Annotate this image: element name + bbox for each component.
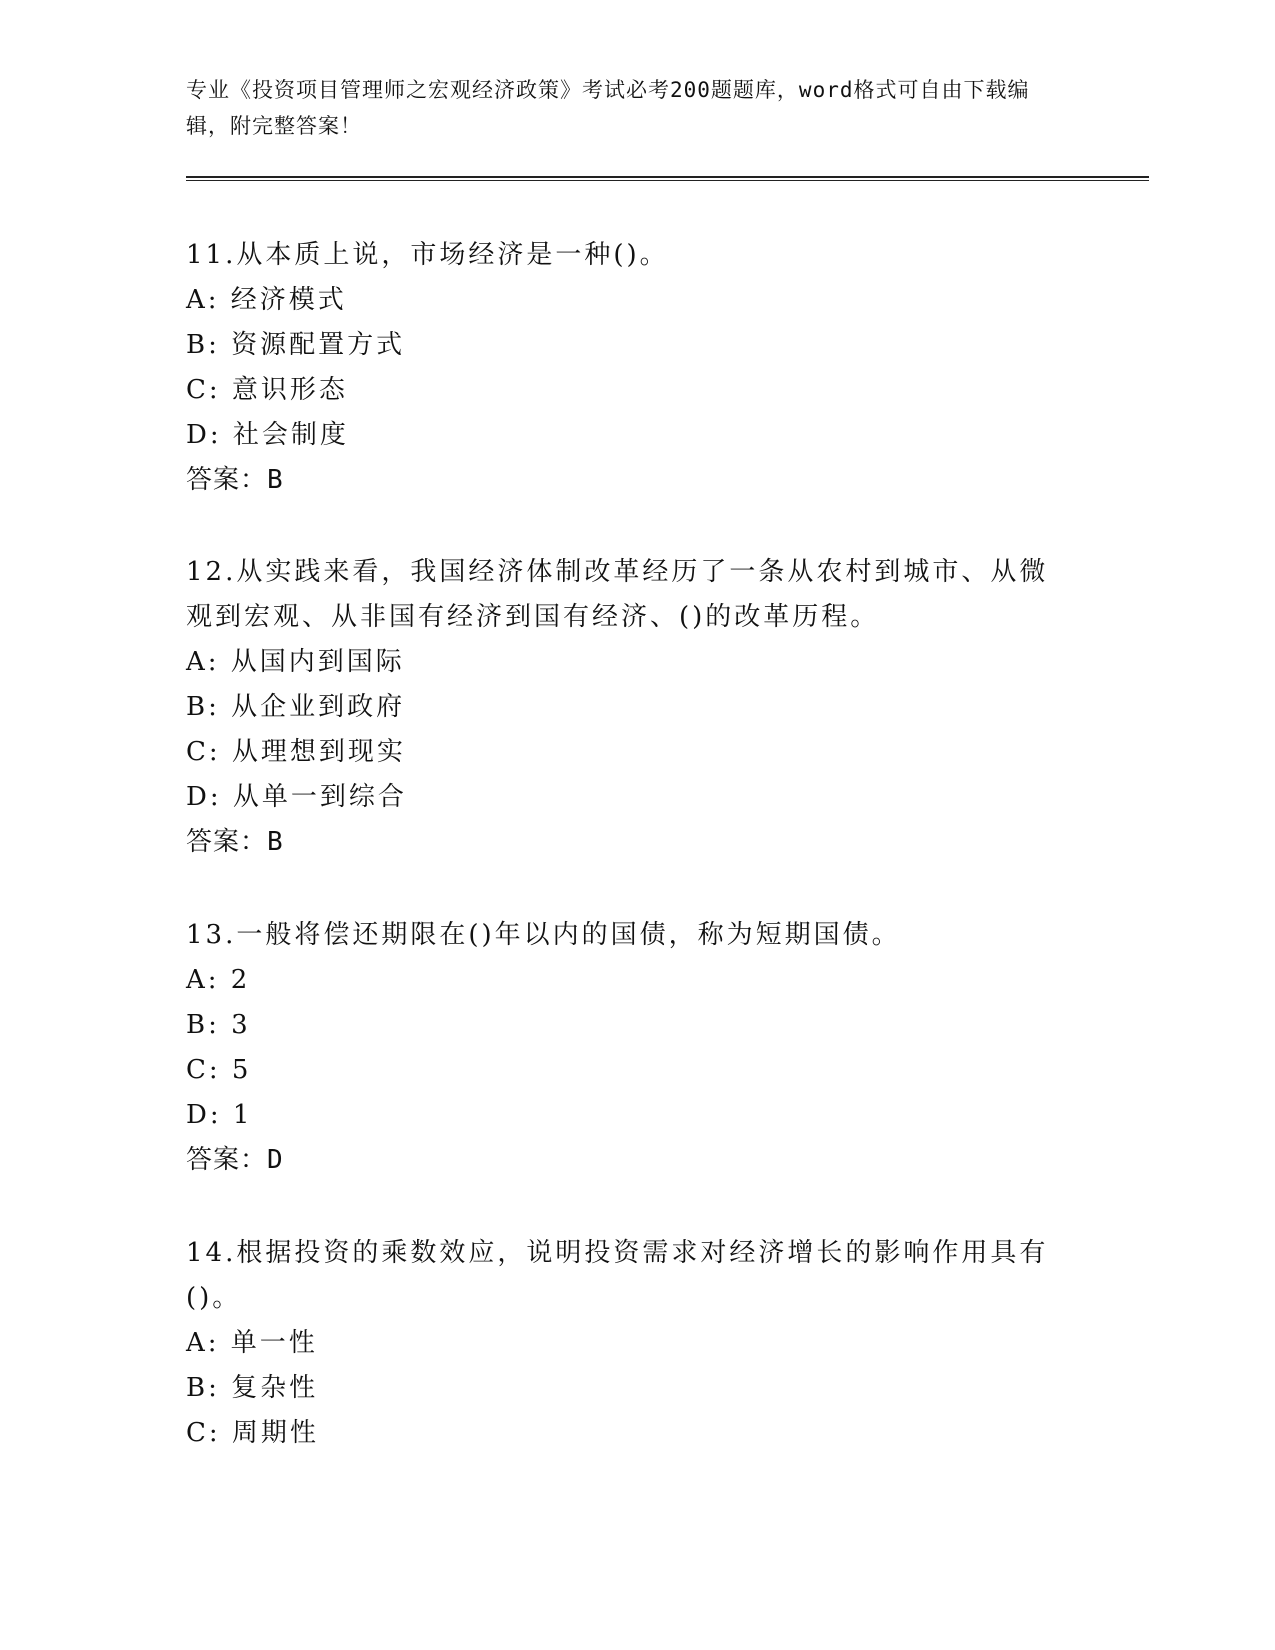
option-c: C: 意识形态 — [186, 375, 348, 405]
header-divider — [186, 176, 1149, 181]
option-b: B: 资源配置方式 — [186, 330, 406, 360]
option-a: A: 2 — [186, 965, 251, 995]
answer-value: D — [267, 1145, 284, 1175]
answer-label: 答案： — [186, 465, 268, 495]
option-b: B: 复杂性 — [186, 1373, 319, 1403]
answer-line — [186, 820, 1076, 865]
answer-value: B — [267, 465, 284, 495]
option-c: C: 从理想到现实 — [186, 737, 406, 767]
answer-line — [186, 458, 1076, 503]
header-note: 专业《投资项目管理师之宏观经济政策》考试必考200题题库，word格式可自由下载编辑，附完整答案！ — [186, 78, 1030, 138]
option-a: A: 单一性 — [186, 1328, 318, 1358]
question-12 — [186, 550, 1076, 865]
answer-label: 答案： — [186, 827, 268, 857]
option-d: D: 1 — [186, 1100, 253, 1130]
option-c: C: 5 — [186, 1055, 252, 1085]
option-d: D: 从单一到综合 — [186, 782, 407, 812]
answer-value: B — [267, 827, 284, 857]
option-a: A: 从国内到国际 — [186, 647, 405, 677]
option-b: B: 从企业到政府 — [186, 692, 406, 722]
question-stem: 11.从本质上说，市场经济是一种()。 — [186, 240, 669, 270]
question-stem: 13.一般将偿还期限在()年以内的国债，称为短期国债。 — [186, 920, 901, 950]
question-11 — [186, 233, 1076, 503]
question-14 — [186, 1231, 1076, 1456]
option-b: B: 3 — [186, 1010, 251, 1040]
option-c: C: 周期性 — [186, 1418, 319, 1448]
option-d: D: 社会制度 — [186, 420, 349, 450]
question-13 — [186, 913, 1076, 1183]
answer-line — [186, 1138, 1076, 1183]
question-stem: 12.从实践来看，我国经济体制改革经历了一条从农村到城市、从微观到宏观、从非国有经济到国有经济、()的改革历程。 — [186, 557, 1049, 632]
question-stem: 14.根据投资的乘数效应，说明投资需求对经济增长的影响作用具有()。 — [186, 1238, 1049, 1313]
option-a: A: 经济模式 — [186, 285, 347, 315]
answer-label: 答案： — [186, 1145, 268, 1175]
